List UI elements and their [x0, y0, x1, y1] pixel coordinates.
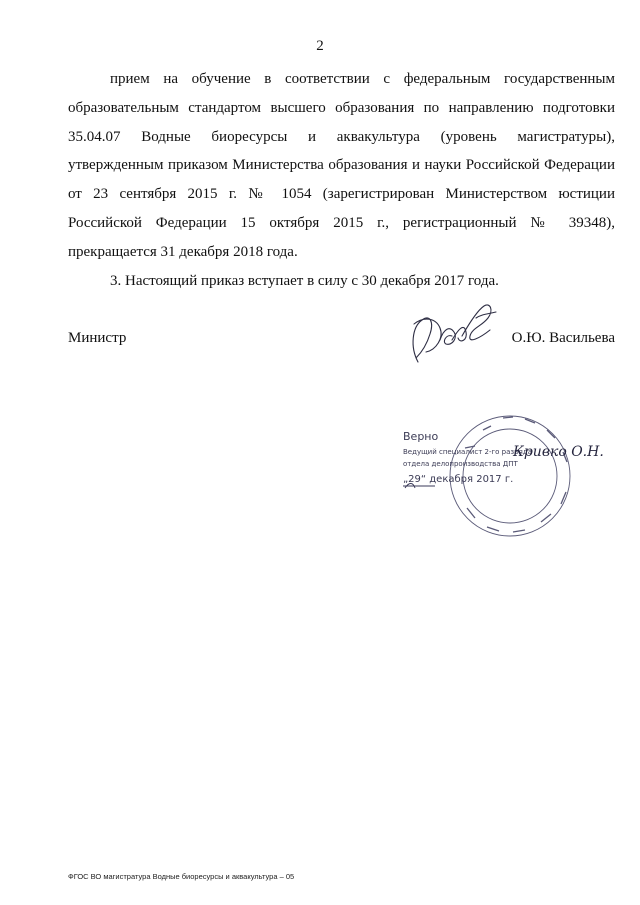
paragraph-line: 35.04.07 Водные биоресурсы и аквакультура (уровень магистратуры), [68, 128, 615, 145]
stamp-date: „29“ декабря 2017 г. [403, 474, 514, 485]
page-number: 2 [316, 38, 324, 54]
paragraph-line-last: прекращается 31 декабря 2018 года. [68, 243, 298, 260]
stamp-handwritten-name: Кривко О.Н. [513, 444, 604, 460]
signature-block [68, 330, 615, 360]
paragraph-line: утвержденным приказом Министерства образования и науки Российской Федерации [68, 157, 615, 174]
handwritten-signature [400, 292, 510, 372]
stamp-position: Ведущий специалист 2-го разряда [403, 448, 532, 456]
paragraph-line: Российской Федерации 15 октября 2015 г., регистрационный № 39348), [68, 214, 615, 231]
signatory-name: О.Ю. Васильева [511, 330, 615, 346]
certification-stamp [395, 408, 605, 548]
stamp-department: отдела делопроизводства ДПТ [403, 460, 518, 468]
paragraph-line: от 23 сентября 2015 г. № 1054 (зарегистрирован Министерством юстиции [68, 186, 615, 203]
paragraph-item-3: 3. Настоящий приказ вступает в силу с 30 декабря 2017 года. [110, 272, 499, 289]
paragraph-line: прием на обучение в соответствии с федеральным государственным [110, 71, 615, 87]
page-footer: ФГОС ВО магистратура Водные биоресурсы и аквакультура – 05 [68, 872, 295, 881]
signatory-role: Министр [68, 330, 127, 346]
paragraph-line: образовательным стандартом высшего образования по направлению подготовки [68, 99, 615, 116]
document-body [68, 65, 615, 295]
stamp-verno: Верно [403, 430, 439, 443]
